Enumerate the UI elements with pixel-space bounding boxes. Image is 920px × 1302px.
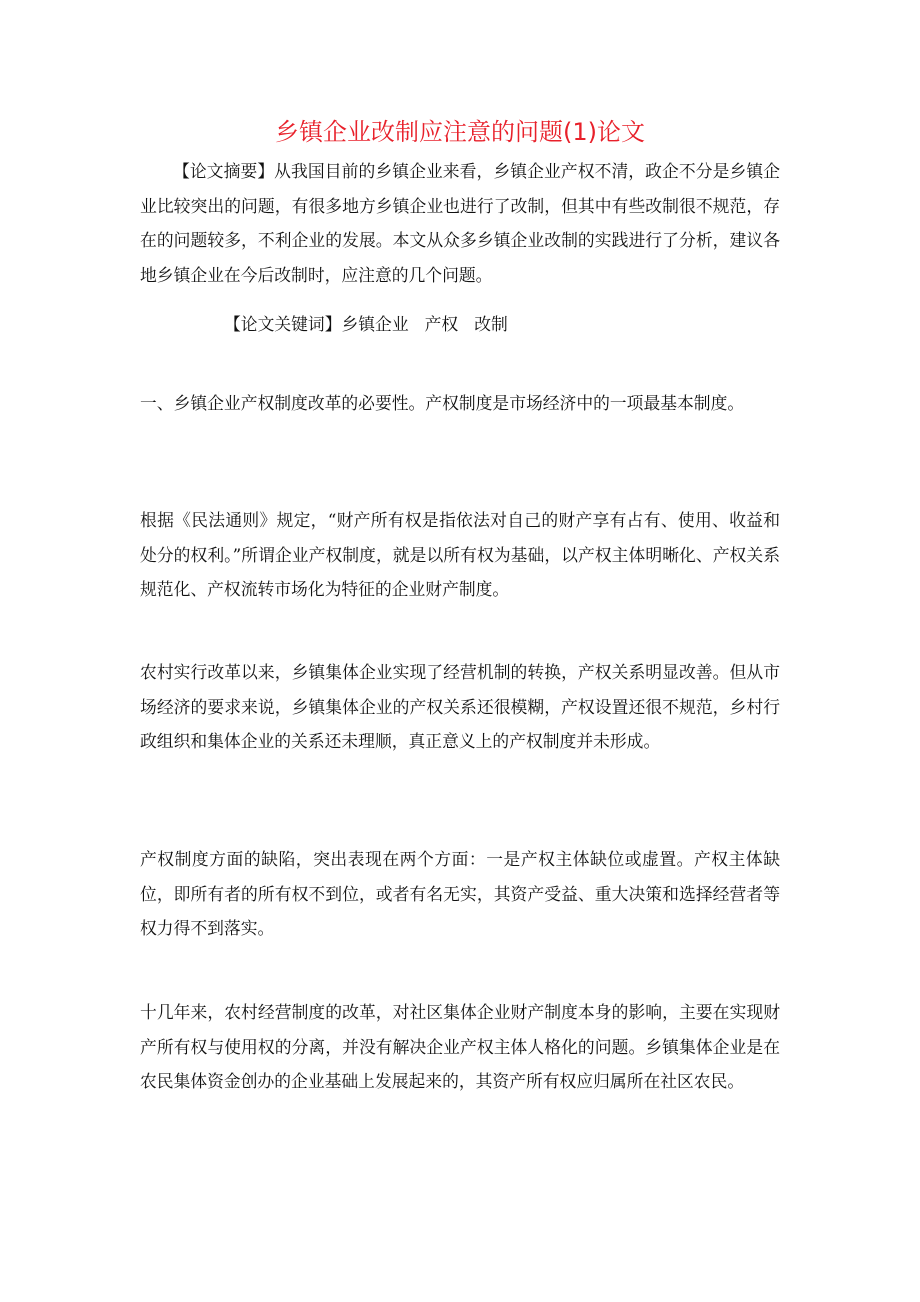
body-paragraph: 产权制度方面的缺陷，突出表现在两个方面：一是产权主体缺位或虚置。产权主体缺位，即所有者的所有权不到位，或者有名无实，其资产受益、重大决策和选择经营者等权力得不到落实。 bbox=[140, 849, 780, 938]
keywords-line bbox=[224, 307, 784, 342]
body-paragraph: 十几年来，农村经营制度的改革，对社区集体企业财产制度本身的影响，主要在实现财产所有权与使用权的分离，并没有解决企业产权主体人格化的问题。乡镇集体企业是在农民集体资金创办的企业基础上发展起来的，其资产所有权应归属所在社区农民。 bbox=[140, 1002, 780, 1091]
keywords-label: 【论文关键词】乡镇企业 bbox=[224, 314, 409, 334]
keyword-item: 产权 bbox=[424, 314, 459, 334]
document-title: 乡镇企业改制应注意的问题(1)论文 bbox=[275, 118, 645, 146]
keyword-item: 改制 bbox=[474, 314, 508, 334]
body-paragraph: 农村实行改革以来，乡镇集体企业实现了经营机制的转换，产权关系明显改善。但从市场经济的要求来说，乡镇集体企业的产权关系还很模糊，产权设置还很不规范，乡村行政组织和集体企业的关系还未理顺，真正意义上的产权制度并未形成。 bbox=[140, 662, 780, 751]
body-paragraph: 根据《民法通则》规定，“财产所有权是指依法对自己的财产享有占有、使用、收益和处分的权利。”所谓企业产权制度，就是以所有权为基础，以产权主体明晰化、产权关系规范化、产权流转市场化为特征的企业财产制度。 bbox=[140, 510, 780, 599]
body-paragraph: 一、乡镇企业产权制度改革的必要性。产权制度是市场经济中的一项最基本制度。 bbox=[140, 393, 745, 413]
abstract-paragraph: 【论文摘要】从我国目前的乡镇企业来看，乡镇企业产权不清，政企不分是乡镇企业比较突出的问题，有很多地方乡镇企业也进行了改制，但其中有些改制很不规范，存在的问题较多，不利企业的发展。本文从众多乡镇企业改制的实践进行了分析，建议各地乡镇企业在今后改制时，应注意的几个问题。 bbox=[140, 161, 780, 285]
